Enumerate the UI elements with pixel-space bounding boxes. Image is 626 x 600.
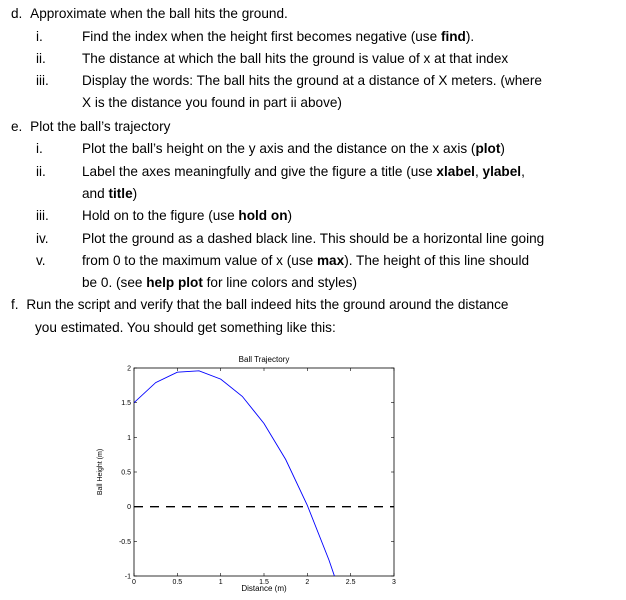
e-item-4-marker: iv.: [36, 231, 49, 246]
e-item-5-cont: [82, 275, 357, 291]
e-item-3-text: [82, 208, 292, 224]
d-item-1-marker: i.: [36, 29, 43, 44]
e-item-5-pre: from 0 to the maximum value of x (use: [82, 253, 317, 268]
ball-trajectory-figure: [90, 350, 410, 598]
section-e-marker: e.: [11, 119, 23, 134]
e-item-5-cont-pre: be 0. (see: [82, 275, 147, 290]
section-f-marker: f.: [11, 297, 19, 312]
e-item-1-text: [82, 141, 505, 157]
e-item-2-bold-xlabel: xlabel: [436, 164, 475, 179]
chart-ylabel: Ball Height (m): [97, 448, 104, 496]
d-item-3-text: Display the words: The ball hits the ground at a distance of X meters. (where: [82, 73, 542, 88]
d-item-3-cont: X is the distance you found in part ii above): [82, 95, 342, 110]
e-item-5-bold: max: [316, 253, 345, 268]
x-tick-label: 2: [305, 579, 310, 586]
chart-title: Ball Trajectory: [238, 355, 290, 364]
x-tick-label: 1: [218, 579, 223, 586]
e-item-2-bold-title: title: [108, 186, 133, 201]
e-item-1-bold: plot: [475, 141, 501, 156]
e-item-2-cont-post: ): [132, 186, 138, 201]
d-item-1-post: ).: [465, 29, 475, 44]
y-tick-label: 2: [127, 365, 131, 373]
x-tick-label: 2.5: [345, 579, 356, 586]
e-item-2-marker: ii.: [36, 164, 46, 179]
e-item-5-post: ). The height of this line should: [344, 253, 530, 268]
e-item-5-marker: v.: [36, 253, 46, 268]
e-item-3-marker: iii.: [36, 208, 49, 223]
section-e-heading: [11, 119, 170, 135]
y-tick-label: -1: [124, 573, 131, 581]
section-d-marker: d.: [11, 6, 23, 21]
section-f-text: Run the script and verify that the ball indeed hits the ground around the distance: [26, 297, 509, 312]
e-item-1-post: ): [500, 141, 505, 156]
e-item-2-cont: [82, 186, 137, 202]
e-item-1-marker: i.: [36, 141, 43, 156]
y-tick-label: 1.5: [121, 400, 131, 408]
section-e-title: Plot the ball’s trajectory: [30, 119, 171, 134]
e-item-2-pre: Label the axes meaningfully and give the figure a title (use: [82, 164, 437, 179]
e-item-5-cont-bold: help plot: [146, 275, 203, 290]
e-item-2-sep: ,: [474, 164, 483, 179]
x-tick-label: 1.5: [259, 579, 269, 586]
e-item-2-text: [82, 164, 525, 180]
e-item-3-post: ): [287, 208, 293, 223]
x-tick-label: 0: [132, 579, 136, 586]
d-item-1-bold: find: [440, 29, 466, 44]
x-tick-label: 3: [392, 579, 396, 586]
d-item-1-pre: Find the index when the height first becomes negative (use: [82, 29, 441, 44]
y-tick-label: 0: [127, 504, 131, 512]
e-item-4-text: Plot the ground as a dashed black line. This should be a horizontal line going: [82, 231, 545, 246]
y-tick-label: 1: [127, 434, 131, 442]
chart-xlabel: Distance (m): [241, 584, 287, 593]
d-item-3-marker: iii.: [36, 73, 49, 88]
e-item-2-cont-pre: and: [82, 186, 109, 201]
d-item-1-text: [82, 29, 474, 45]
section-d-title: Approximate when the ball hits the ground.: [30, 6, 288, 21]
e-item-1-pre: Plot the ball’s height on the y axis and the distance on the x axis (: [82, 141, 476, 156]
section-d-heading: [11, 6, 288, 22]
e-item-3-bold: hold on: [238, 208, 288, 223]
y-tick-label: -0.5: [118, 538, 131, 546]
section-f-line-1: [11, 297, 508, 313]
section-f-line-2: you estimated. You should get something like this:: [35, 320, 336, 335]
e-item-2-comma: ,: [521, 164, 525, 179]
e-item-2-bold-ylabel: ylabel: [482, 164, 522, 179]
e-item-3-pre: Hold on to the figure (use: [82, 208, 239, 223]
d-item-2-marker: ii.: [36, 51, 46, 66]
e-item-5-cont-post: for line colors and styles): [202, 275, 357, 290]
y-tick-label: 0.5: [121, 469, 131, 477]
e-item-5-text: [82, 253, 529, 269]
d-item-2-text: The distance at which the ball hits the ground is value of x at that index: [82, 51, 509, 66]
x-tick-label: 0.5: [172, 579, 183, 586]
plot-area: [134, 368, 394, 576]
